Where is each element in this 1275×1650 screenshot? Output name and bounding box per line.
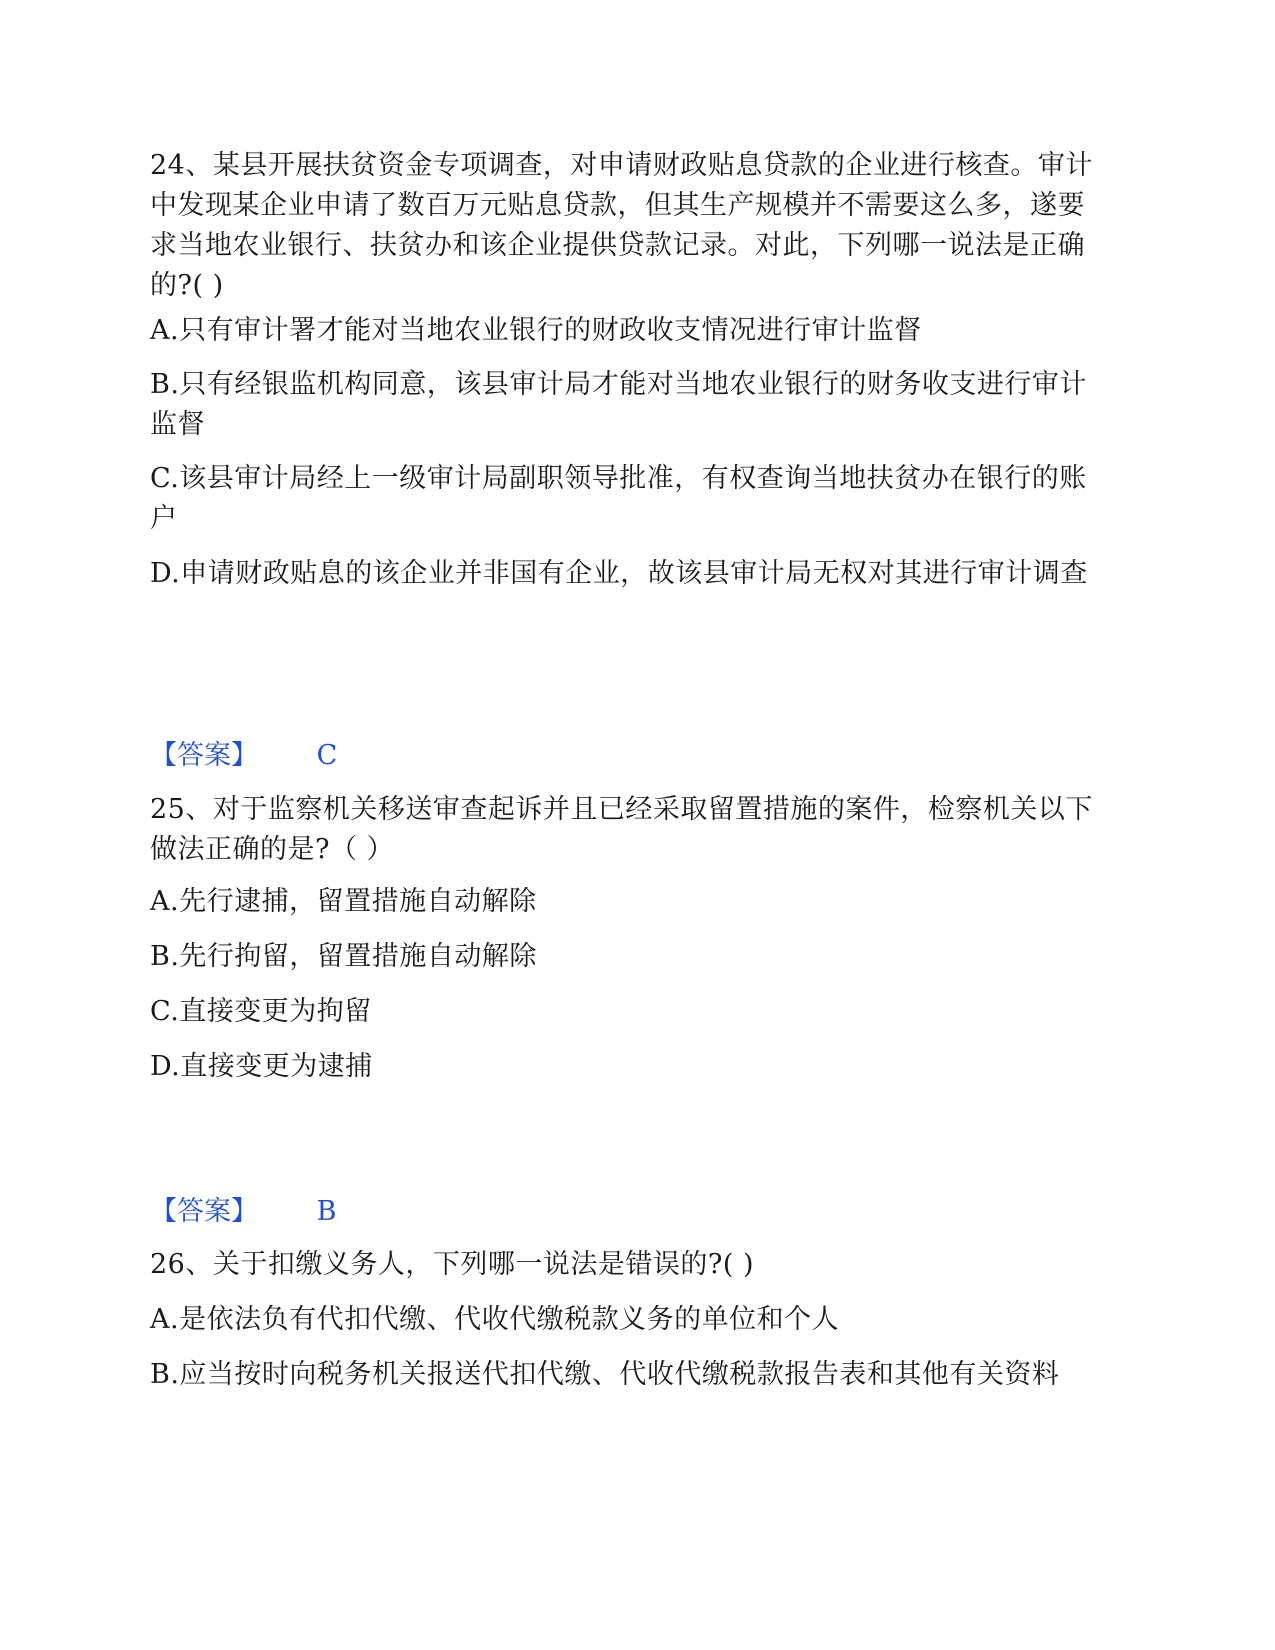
question-25 (150, 790, 1110, 870)
answer-25 (150, 1192, 336, 1232)
option-a (150, 1300, 1110, 1340)
option-text: D.直接变更为逮捕 (150, 1051, 373, 1082)
option-text: A.只有审计署才能对当地农业银行的财政收支情况进行审计监督 (150, 315, 922, 346)
question-stem: 24、某县开展扶贫资金专项调查，对申请财政贴息贷款的企业进行核查。审计中发现某企业申请了数百万元贴息贷款，但其生产规模并不需要这么多，遂要求当地农业银行、扶贫办和该企业提供贷款记录。对此，下列哪一说法是正确的?( ) (150, 150, 1093, 301)
option-a (150, 882, 1110, 922)
question-stem: 26、关于扣缴义务人，下列哪一说法是错误的?( ) (150, 1249, 754, 1280)
option-d (150, 554, 1110, 594)
answer-value: C (316, 740, 338, 771)
option-b (150, 937, 1110, 977)
option-b (150, 1355, 1110, 1395)
option-c (150, 459, 1110, 539)
answer-24 (150, 736, 337, 776)
option-text: B.应当按时向税务机关报送代扣代缴、代收代缴税款报告表和其他有关资料 (150, 1359, 1060, 1390)
option-text: B.只有经银监机构同意，该县审计局才能对当地农业银行的财务收支进行审计监督 (150, 369, 1087, 440)
option-b (150, 365, 1110, 445)
question-26 (150, 1245, 1110, 1285)
answer-label: 【答案】 (150, 1196, 258, 1227)
option-d (150, 1047, 1110, 1087)
option-text: C.该县审计局经上一级审计局副职领导批准，有权查询当地扶贫办在银行的账户 (150, 463, 1087, 534)
option-text: A.是依法负有代扣代缴、代收代缴税款义务的单位和个人 (150, 1304, 840, 1335)
option-c (150, 992, 1110, 1032)
option-text: A.先行逮捕，留置措施自动解除 (150, 886, 537, 917)
option-text: B.先行拘留，留置措施自动解除 (150, 941, 537, 972)
option-text: D.申请财政贴息的该企业并非国有企业，故该县审计局无权对其进行审计调查 (150, 558, 1088, 589)
option-text: C.直接变更为拘留 (150, 996, 372, 1027)
answer-label: 【答案】 (150, 740, 258, 771)
option-a (150, 311, 1110, 351)
question-stem: 25、对于监察机关移送审查起诉并且已经采取留置措施的案件，检察机关以下做法正确的是?（ ） (150, 794, 1093, 865)
answer-value: B (316, 1196, 337, 1227)
question-24 (150, 146, 1110, 301)
